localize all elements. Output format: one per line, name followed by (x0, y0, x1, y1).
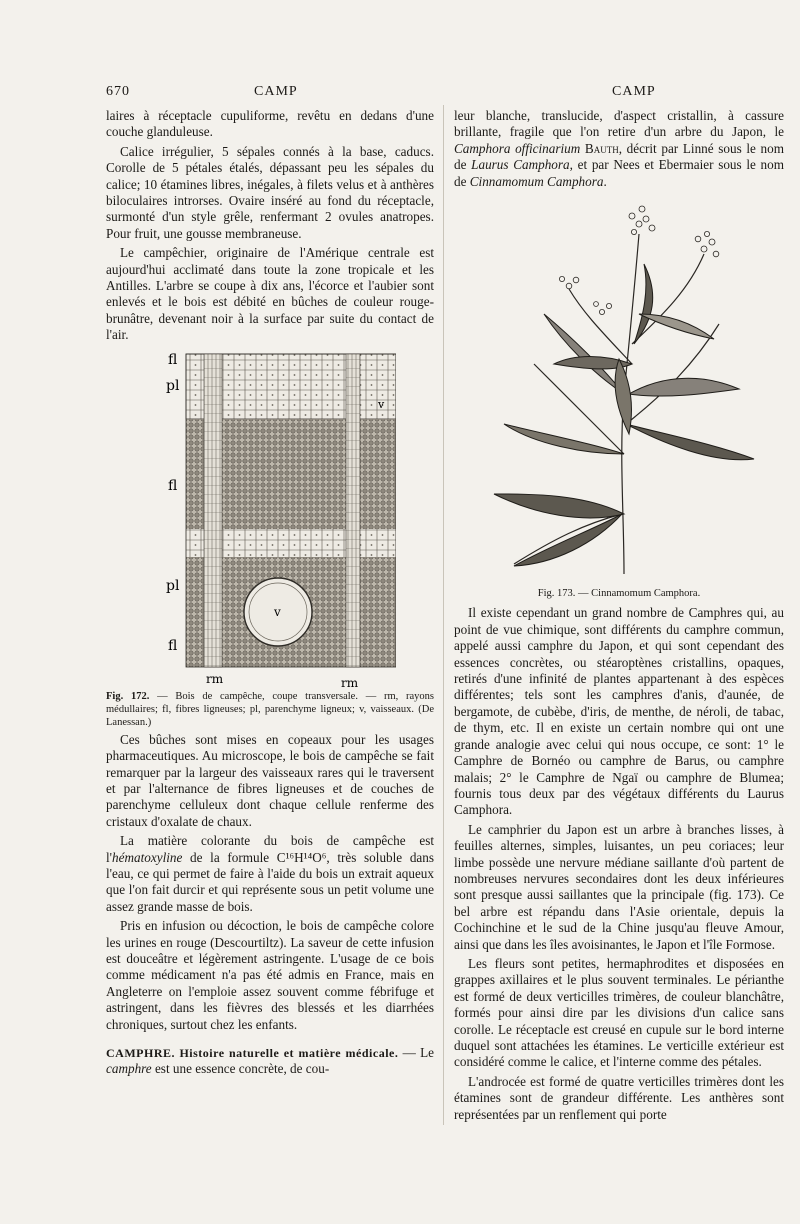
paragraph: La matière colorante du bois de campêche est l'hématoxyline de la formule C¹⁶H¹⁴O⁶, très soluble dans l'eau, ce qui permet de faire à l'aide du bois un extrait aqueux que l'on fait durcir et qui représente sous un petit volume une assez grande masse de bois. (106, 833, 434, 914)
paragraph: Les fleurs sont petites, hermaphrodites et disposées en grappes axillaires et le plus souvent terminales. Le périanthe est formé de deux verticilles trimères, de couleur blanchâtre, formés pour ainsi dire par les divisions d'un calice sans corolle. Le réceptacle est creusé en cupule sur le bord interne duquel sont attachées les étamines. Le verticille extérieur est considéré comme le calice, et l'interne comme des pétales. (454, 955, 784, 1070)
figure-172 (106, 350, 434, 729)
label-fl: fl (168, 637, 178, 654)
italic-term: hématoxyline (112, 849, 183, 865)
figure-caption: Fig. 173. — Cinnamomum Camphora. (537, 588, 701, 600)
paragraph: Il existe cependant un grand nombre de Camphres qui, au point de vue chimique, sont différents du camphre commun, appelé aussi camphre du Japon, et qui sont cependant des essences concrètes, ou stéaroptènes cristallins, opaques, retirés d'une infinité de plantes appartenant à des espèces différentes; tels sont les camphres d'anis, d'aunée, de bergamote, de cubèbe, d'iris, de menthe, de néroli, de tabac, de thym, etc. Il en existe un certain nombre qui ont une grande analogie avec celui qui nous occupe, ce sont: 1° le Camphre de Bornéo ou camphre de Barus, ou camphre malais; 2° le Camphre de Ngaï ou camphre de Blumea; fournis tous deux par des végétaux différents du Laurus Camphora. (454, 605, 784, 818)
running-head-right: CAMP (612, 84, 656, 99)
label-pl: pl (166, 377, 180, 394)
label-rm: rm (206, 671, 224, 686)
section-title: CAMPHRE. Histoire naturelle et matière médicale. (106, 1046, 399, 1060)
label-fl: fl (168, 351, 178, 368)
paragraph: Pris en infusion ou décoction, le bois de campêche colore les urines en rouge (Descourtiltz). La saveur de cette infusion est douceâtre et légèrement astringente. L'usage de ce bois comme médicament n'a pas été admis en France, mais en Angleterre on l'emploie assez souvent comme fébrifuge et astringent, dans les fièvres des blessés et les diarrhées chroniques, surtout chez les enfants. (106, 918, 434, 1032)
label-fl: fl (168, 477, 178, 494)
label-rm: rm (341, 675, 359, 690)
label-v: v (274, 604, 281, 619)
paragraph: laires à réceptacle cupuliforme, revêtu en dedans d'une couche glanduleuse. (106, 108, 434, 140)
caption-text: — Bois de campêche, coupe transversale. — rm, rayons médullaires; fl, fibres ligneuses; pl, parenchyme ligneux; v, vaisseaux. (De Lanessan.) (106, 690, 434, 728)
label-v: v (378, 397, 385, 411)
column-divider (443, 105, 444, 1125)
label-pl: pl (166, 577, 180, 594)
right-column (454, 108, 784, 1126)
figure-number: Fig. 172. (106, 690, 150, 702)
paragraph: Le camphrier du Japon est un arbre à branches lisses, à feuilles alternes, simples, luisantes, un peu coriaces; leur limbe possède une nervure médiane saillante d'où partent de nombreuses nervures secondaires dont les deux inférieures sont presque aussi saillantes que la principale (fig. 173). Ce bel arbre est répandu dans l'Asie orientale, depuis la Cochinchine et le sud de la Chine jusqu'au fleuve Amour, ainsi que dans les îles avoisinantes, le Japon et l'île Formose. (454, 821, 784, 952)
figure-173 (454, 194, 784, 602)
figure-caption (106, 690, 434, 729)
wood-cross-section-illustration (146, 350, 396, 690)
page-number: 670 (106, 84, 130, 99)
section-heading: CAMPHRE. Histoire naturelle et matière médicale. — Le camphre est une essence concrète, de cou- (106, 1045, 434, 1077)
paragraph: Le campêchier, originaire de l'Amérique centrale est aujourd'hui acclimaté dans toute la zone tropicale et les Antilles. L'arbre se coupe à dix ans, l'écorce et l'aubier sont enlevés et le bois est débité en bûches de couleur rouge-brunâtre, devenant noir à la surface par suite du contact de l'air. (106, 245, 434, 343)
left-column (106, 108, 434, 1081)
camphor-plant-illustration (474, 194, 764, 586)
paragraph: Ces bûches sont mises en copeaux pour les usages pharmaceutiques. Au microscope, le bois de campêche se fait remarquer par la largeur des vaisseaux rares qui le traversent et par l'alternance de fibres ligneuses et de couches de parenchyme celluleux dont chaque cellule renferme des cristaux d'oxalate de chaux. (106, 731, 434, 829)
paragraph: leur blanche, translucide, d'aspect cristallin, à cassure brillante, fragile que l'on retire d'un arbre du Japon, le Camphora officinarium Bauth, décrit par Linné sous le nom de Laurus Camphora, et par Nees et Ebermaier sous le nom de Cinnamomum Camphora. (454, 108, 784, 189)
paragraph: Calice irrégulier, 5 sépales connés à la base, caducs. Corolle de 5 pétales étalés, dépassant peu les sépales du calice; 10 étamines libres, inégales, à filets velus et à anthères biloculaires introrses. Ovaire inséré au fond du réceptacle, surmonté d'un style grêle, renfermant 2 ovules anatropes. Pour fruit, une gousse membraneuse. (106, 143, 434, 241)
paragraph: L'androcée est formé de quatre verticilles trimères dont les étamines sont de grandeur différente. Les anthères sont représentées par un renflement qui porte (454, 1073, 784, 1122)
running-head-left: CAMP (254, 84, 298, 99)
